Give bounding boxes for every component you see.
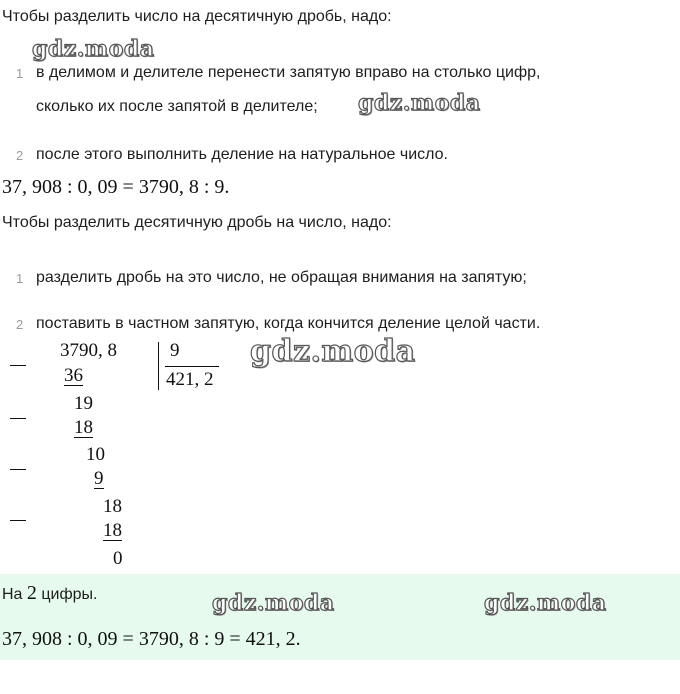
minus-sign	[10, 520, 26, 521]
dividend: 3790, 8	[60, 340, 117, 361]
division-bracket	[158, 342, 159, 390]
watermark: gdz.moda	[484, 590, 607, 616]
list-item-text-continued: сколько их после запятой в делителе;	[36, 98, 318, 115]
division-step: 18	[103, 520, 122, 541]
division-step: 18	[103, 496, 122, 517]
list-item-text: разделить дробь на это число, не обращая внимания на запятую;	[36, 269, 527, 286]
divisor: 9	[170, 340, 180, 361]
division-remainder: 0	[113, 548, 123, 569]
division-step: 9	[94, 468, 104, 489]
list-item-text: поставить в частном запятую, когда кончится деление целой части.	[36, 315, 541, 332]
division-step: 19	[74, 393, 93, 414]
list-item-text: после этого выполнить деление на натуральное число.	[36, 146, 448, 163]
list-number: 1	[16, 271, 24, 286]
minus-sign	[10, 469, 26, 470]
watermark: gdz.moda	[32, 36, 155, 62]
list-item-text: в делимом и делителе перенести запятую вправо на столько цифр,	[36, 64, 541, 81]
answer-equation: 37, 908 : 0, 09 = 3790, 8 : 9 = 421, 2.	[2, 628, 301, 650]
division-step: 36	[64, 365, 83, 386]
watermark: gdz.moda	[212, 590, 335, 616]
answer-suffix: цифры.	[41, 586, 98, 603]
divisor-line	[165, 366, 219, 367]
answer-number: 2	[26, 582, 37, 604]
minus-sign	[10, 418, 26, 419]
list-number: 2	[16, 317, 24, 332]
section1-heading: Чтобы разделить число на десятичную дробь, надо:	[2, 8, 392, 25]
list-number: 1	[16, 66, 24, 81]
division-step: 10	[86, 444, 105, 465]
section2-heading: Чтобы разделить десятичную дробь на число, надо:	[2, 214, 392, 231]
example-equation: 37, 908 : 0, 09 = 3790, 8 : 9.	[2, 176, 230, 198]
list-number: 2	[16, 148, 24, 163]
division-step: 18	[74, 417, 93, 438]
minus-sign	[10, 365, 26, 366]
watermark: gdz.moda	[358, 90, 481, 116]
answer-prefix: На	[2, 586, 23, 603]
answer-text	[2, 582, 97, 605]
quotient: 421, 2	[166, 369, 214, 390]
watermark: gdz.moda	[250, 334, 416, 369]
answer-block	[0, 574, 680, 660]
